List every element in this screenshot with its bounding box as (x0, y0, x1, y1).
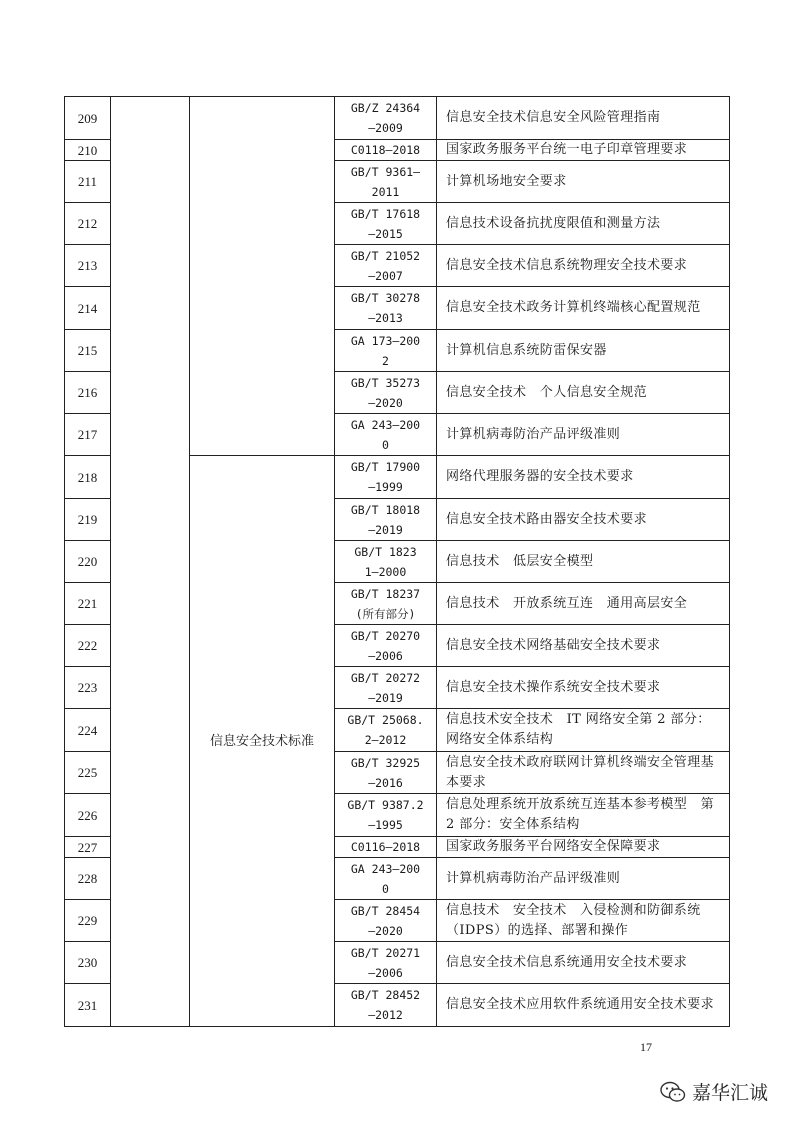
subcategory-cell-empty (190, 97, 335, 456)
row-number: 217 (65, 414, 111, 456)
standard-code: C0118—2018 (335, 140, 437, 161)
standard-code: GB/T 32925 —2016 (335, 752, 437, 794)
row-number: 221 (65, 583, 111, 625)
row-number: 212 (65, 203, 111, 245)
standard-code: GB/T 17618 —2015 (335, 203, 437, 245)
standard-name: 信息技术设备抗扰度限值和测量方法 (437, 203, 730, 245)
subcategory-label: 信息安全技术标准 (190, 456, 335, 1027)
standard-code: C0116—2018 (335, 837, 437, 858)
row-number: 216 (65, 372, 111, 414)
standard-name: 信息处理系统开放系统互连基本参考模型 第 2 部分：安全体系结构 (437, 794, 730, 837)
standard-name: 信息技术安全技术 IT 网络安全第 2 部分：网络安全体系结构 (437, 709, 730, 752)
watermark-text: 嘉华汇诚 (691, 1082, 768, 1104)
standard-code: GA 243—200 0 (335, 858, 437, 900)
row-number: 227 (65, 837, 111, 858)
standard-name: 计算机病毒防治产品评级准则 (437, 414, 730, 456)
standards-table (64, 96, 730, 1027)
row-number: 219 (65, 499, 111, 541)
standard-code: GB/T 1823 1—2000 (335, 541, 437, 583)
row-number: 222 (65, 625, 111, 667)
standard-name: 信息安全技术政务计算机终端核心配置规范 (437, 287, 730, 330)
row-number: 224 (65, 709, 111, 752)
standard-name: 计算机信息系统防雷保安器 (437, 330, 730, 372)
row-number: 214 (65, 287, 111, 330)
row-number: 226 (65, 794, 111, 837)
standard-code: GB/Z 24364 —2009 (335, 97, 437, 140)
standard-code: GB/T 9361— 2011 (335, 161, 437, 203)
standard-name: 信息安全技术网络基础安全技术要求 (437, 625, 730, 667)
standard-code: GB/T 28452 —2012 (335, 984, 437, 1027)
standard-code: GB/T 18018 —2019 (335, 499, 437, 541)
standard-name: 信息安全技术信息系统物理安全技术要求 (437, 245, 730, 287)
row-number: 220 (65, 541, 111, 583)
wechat-watermark (660, 1078, 768, 1105)
standard-name: 信息安全技术操作系统安全技术要求 (437, 667, 730, 709)
standard-name: 国家政务服务平台统一电子印章管理要求 (437, 140, 730, 161)
row-number: 218 (65, 456, 111, 499)
standard-code: GB/T 17900 —1999 (335, 456, 437, 499)
row-number: 229 (65, 900, 111, 942)
wechat-icon (660, 1081, 686, 1103)
row-number: 213 (65, 245, 111, 287)
standard-name: 计算机病毒防治产品评级准则 (437, 858, 730, 900)
page-number: 17 (640, 1040, 652, 1054)
standard-name: 信息技术 低层安全模型 (437, 541, 730, 583)
row-number: 210 (65, 140, 111, 161)
standard-name: 信息安全技术 个人信息安全规范 (437, 372, 730, 414)
row-number: 215 (65, 330, 111, 372)
row-number: 228 (65, 858, 111, 900)
standard-code: GB/T 18237 (所有部分) (335, 583, 437, 625)
table-row (65, 97, 730, 140)
standard-name: 信息技术 安全技术 入侵检测和防御系统（IDPS）的选择、部署和操作 (437, 900, 730, 942)
category-cell (111, 97, 190, 1027)
standard-code: GB/T 28454 —2020 (335, 900, 437, 942)
standard-name: 信息安全技术路由器安全技术要求 (437, 499, 730, 541)
standard-code: GB/T 21052 —2007 (335, 245, 437, 287)
row-number: 231 (65, 984, 111, 1027)
standard-name: 计算机场地安全要求 (437, 161, 730, 203)
standard-code: GB/T 35273 —2020 (335, 372, 437, 414)
row-number: 230 (65, 942, 111, 984)
standard-code: GB/T 30278 —2013 (335, 287, 437, 330)
standard-name: 信息技术 开放系统互连 通用高层安全 (437, 583, 730, 625)
standard-name: 信息安全技术信息系统通用安全技术要求 (437, 942, 730, 984)
standard-name: 国家政务服务平台网络安全保障要求 (437, 837, 730, 858)
standard-name: 信息安全技术应用软件系统通用安全技术要求 (437, 984, 730, 1027)
row-number: 209 (65, 97, 111, 140)
row-number: 223 (65, 667, 111, 709)
standard-name: 信息安全技术政府联网计算机终端安全管理基本要求 (437, 752, 730, 794)
standard-name: 信息安全技术信息安全风险管理指南 (437, 97, 730, 140)
standard-code: GB/T 20271 —2006 (335, 942, 437, 984)
standard-code: GA 243—200 0 (335, 414, 437, 456)
standard-code: GA 173—200 2 (335, 330, 437, 372)
row-number: 211 (65, 161, 111, 203)
standard-code: GB/T 20270 —2006 (335, 625, 437, 667)
standard-code: GB/T 20272 —2019 (335, 667, 437, 709)
standard-code: GB/T 25068. 2—2012 (335, 709, 437, 752)
standard-code: GB/T 9387.2 —1995 (335, 794, 437, 837)
row-number: 225 (65, 752, 111, 794)
standard-name: 网络代理服务器的安全技术要求 (437, 456, 730, 499)
